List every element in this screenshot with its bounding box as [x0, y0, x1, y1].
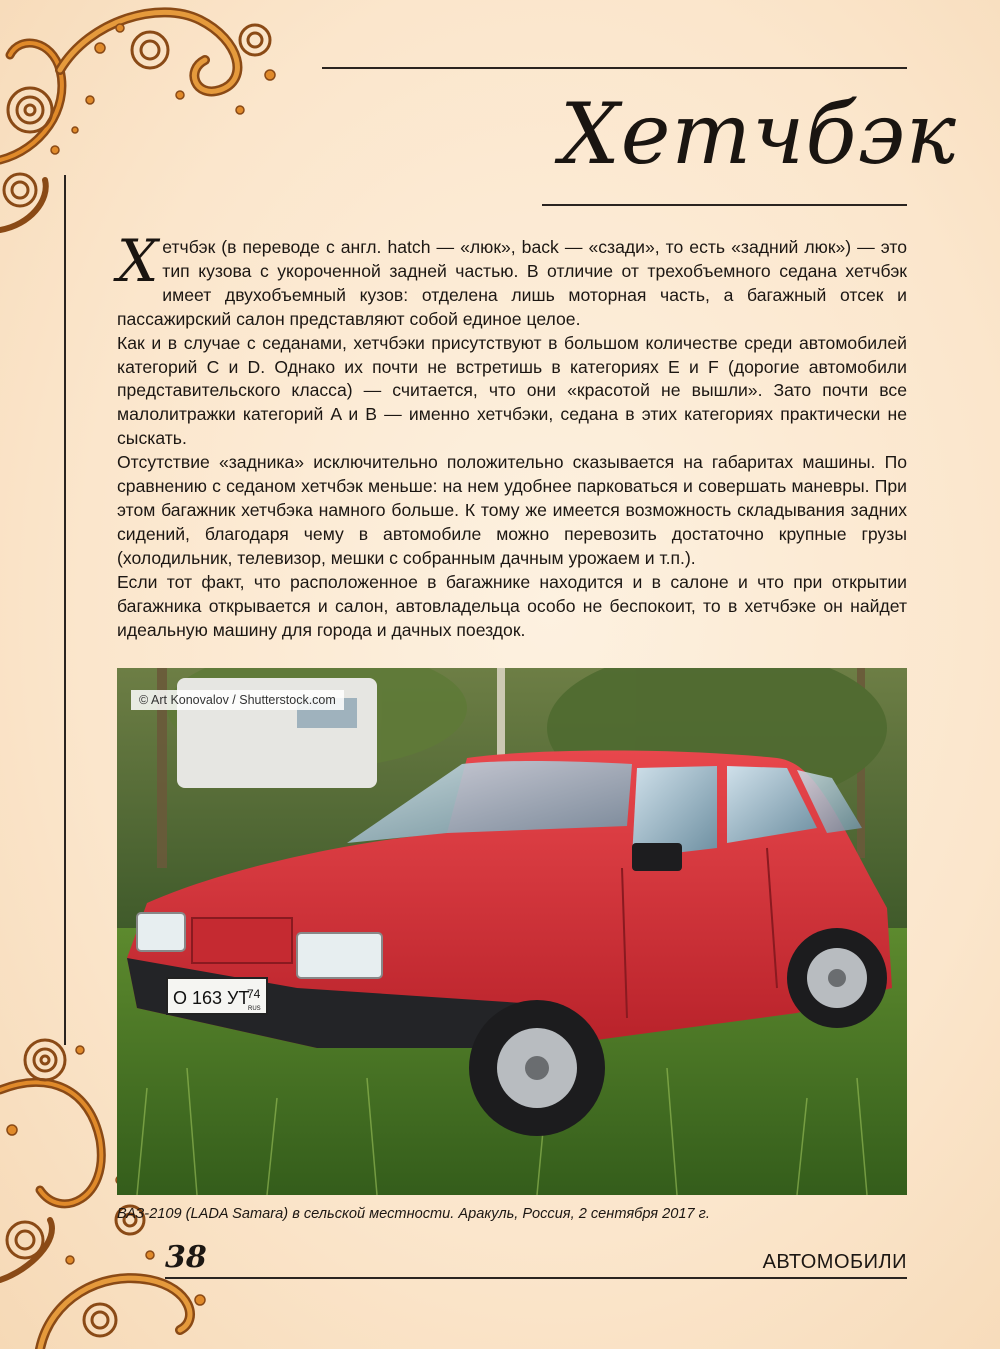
plate-country: RUS: [248, 1006, 261, 1012]
plate-number: О 163 УТ: [173, 988, 250, 1008]
car-photo: [117, 668, 907, 1195]
intro-text: етчбэк (в переводе с англ. hatch — «люк», back — «сзади», то есть «задний люк») — это тип кузова с укороченной задней частью. В отличие от трехобъемного седана хетчбэк имеет двухобъемный кузов: отделена лишь моторная часть, а багажный отсек и пассажирский салон представляют собой единое целое.: [117, 237, 907, 329]
photo-credit: © Art Konovalov / Shutterstock.com: [131, 690, 344, 710]
plate-region: 74: [247, 987, 261, 1001]
photo-caption: ВАЗ-2109 (LADA Samara) в сельской местности. Аракуль, Россия, 2 сентября 2017 г.: [117, 1206, 710, 1222]
left-vertical-rule: [64, 175, 66, 1045]
footer-rule: [165, 1277, 907, 1279]
title-underline: [542, 204, 907, 206]
article-body: [117, 227, 907, 642]
page-number: 38: [165, 1240, 207, 1275]
car-illustration: [117, 668, 907, 1195]
paragraph: Если тот факт, что расположенное в багажнике находится и в салоне и что при открытии багажника открывается и салон, автовладельца особо не беспокоит, то в хетчбэке он найдет идеальную машину для города и дачных поездок.: [117, 571, 907, 640]
top-rule: [322, 67, 907, 69]
drop-cap: Х: [117, 227, 159, 295]
intro-paragraph: [117, 227, 907, 332]
section-name: АВТОМОБИЛИ: [762, 1251, 907, 1273]
paragraph: Как и в случае с седанами, хетчбэки присутствуют в большом количестве среди автомобилей категорий C и D. Однако их почти не встретишь в категориях E и F (дорогие автомобили представительского класса) — считается, что они «красотой не вышли». Зато почти все малолитражки категорий A и B — именно хетчбэки, седана в этих категориях практически не сыскать.: [117, 332, 907, 449]
paragraph: Отсутствие «задника» исключительно положительно сказывается на габаритах машины. По сравнению с седаном хетчбэк меньше: на нем удобнее парковаться и совершать маневры. При этом багажник хетчбэка намного больше. К тому же имеется возможность складывания задних сидений, благодаря чему в автомобиле можно перевозить достаточно крупные грузы (холодильник, телевизор, мешки с собранным дачным урожаем и т.п.).: [117, 452, 907, 568]
page-title: Хетчбэк: [560, 85, 957, 183]
